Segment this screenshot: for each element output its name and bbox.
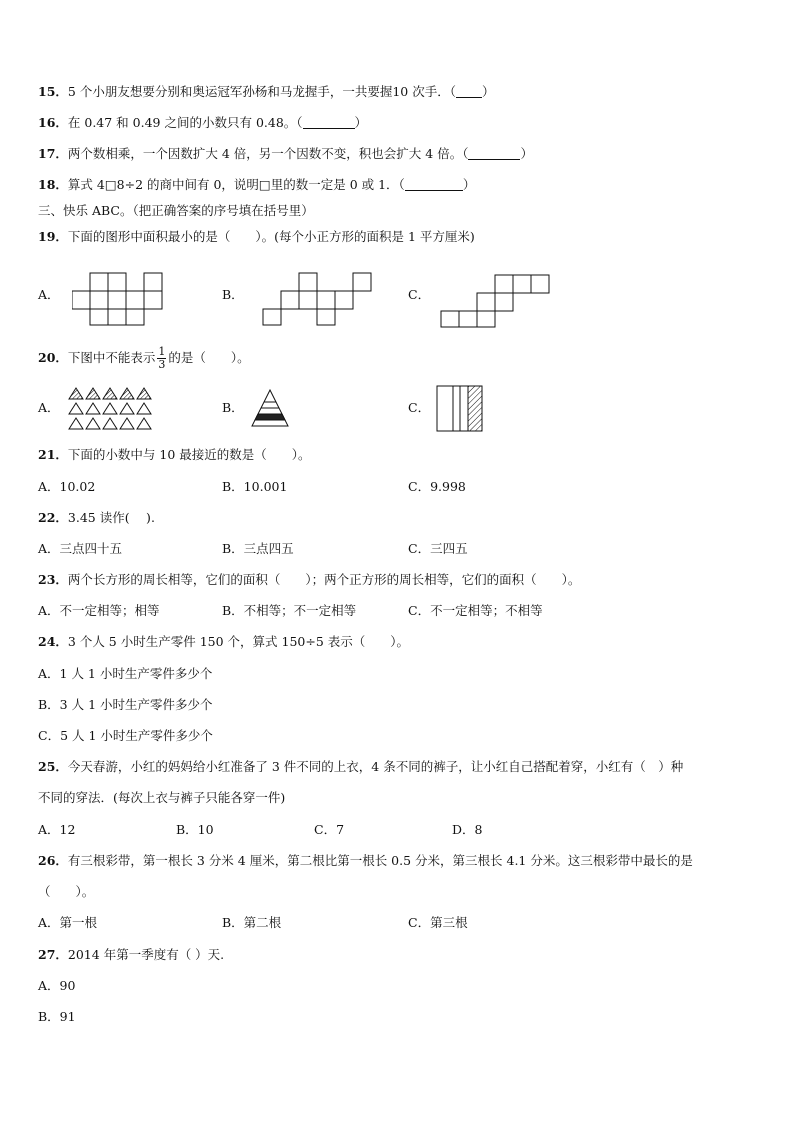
grid-figure-c <box>440 274 552 328</box>
question-24 <box>38 634 409 650</box>
question-number: 25． <box>38 759 68 774</box>
question-text: 2014 年第一季度有（ ）天. <box>67 947 225 962</box>
option-b[interactable]: B．10 <box>176 822 214 837</box>
question-number: 16． <box>38 115 68 130</box>
option-c[interactable]: C．5 人 1 小时生产零件多少个 <box>38 728 213 743</box>
layered-triangle-figure-b <box>250 388 290 428</box>
answer-blank[interactable] <box>303 116 355 129</box>
grid-figure-a <box>72 272 164 326</box>
question-text: 两个长方形的周长相等，它们的面积（ ）；两个正方形的周长相等，它们的面积（ ）。 <box>67 572 581 587</box>
question-23 <box>38 572 580 588</box>
question-20 <box>38 346 250 371</box>
option-b[interactable]: B．三点四五 <box>222 541 294 556</box>
question-text-end: 的是（ ）。 <box>168 350 250 365</box>
option-c-label[interactable]: C． <box>408 400 431 415</box>
answer-blank[interactable] <box>468 147 520 160</box>
question-25-line2: 不同的穿法．(每次上衣与裤子只能各穿一件) <box>38 790 286 805</box>
option-d[interactable]: D．8 <box>452 822 483 837</box>
question-21 <box>38 447 311 463</box>
grid-figure-b <box>262 272 374 326</box>
question-text: 两个数相乘，一个因数扩大 4 倍，另一个因数不变，积也会扩大 4 倍。（ <box>67 146 469 161</box>
option-a[interactable]: A．第一根 <box>38 915 98 930</box>
question-27 <box>38 947 224 963</box>
option-a-label[interactable]: A． <box>38 400 60 415</box>
question-text: 下面的小数中与 10 最接近的数是（ ）。 <box>67 447 311 462</box>
question-text: 5 个小朋友想要分别和奥运冠军孙杨和马龙握手，一共要握10 次手．（ <box>67 84 456 99</box>
option-a[interactable]: A．90 <box>38 978 76 993</box>
question-18: 18．算式 4□8÷2 的商中间有 0，说明□里的数一定是 0 或 1．（ ） <box>38 177 476 192</box>
option-a[interactable]: A．12 <box>38 822 76 837</box>
question-26-line2: （ ）。 <box>38 884 95 899</box>
question-number: 18． <box>38 177 68 192</box>
question-text: 在 0.47 和 0.49 之间的小数只有 0.48。（ <box>67 115 303 130</box>
answer-blank[interactable] <box>405 178 463 191</box>
option-c[interactable]: C．第三根 <box>408 915 468 930</box>
question-text: 下面的图形中面积最小的是（ ）。(每个小正方形的面积是 1 平方厘米) <box>67 229 475 244</box>
option-b[interactable]: B．第二根 <box>222 915 282 930</box>
question-17: 17．两个数相乘，一个因数扩大 4 倍，另一个因数不变，积也会扩大 4 倍。（ ） <box>38 146 533 161</box>
question-number: 15． <box>38 84 68 99</box>
option-a[interactable]: A．不一定相等；相等 <box>38 603 160 618</box>
question-number: 26． <box>38 853 68 868</box>
question-number: 27． <box>38 947 68 962</box>
question-text: 3.45 读作( ). <box>67 510 155 525</box>
answer-blank[interactable] <box>456 85 482 98</box>
option-c[interactable]: C．7 <box>314 822 345 837</box>
question-number: 23． <box>38 572 68 587</box>
question-25 <box>38 759 683 775</box>
option-b-label[interactable]: B． <box>222 400 244 415</box>
option-c[interactable]: C．三四五 <box>408 541 468 556</box>
option-b-label[interactable]: B． <box>222 287 244 302</box>
option-a[interactable]: A．1 人 1 小时生产零件多少个 <box>38 666 213 681</box>
option-c[interactable]: C．不一定相等；不相等 <box>408 603 543 618</box>
option-c[interactable]: C．9.998 <box>408 479 466 494</box>
question-26 <box>38 853 693 869</box>
question-number: 24． <box>38 634 68 649</box>
option-a-label[interactable]: A． <box>38 287 60 302</box>
question-15: 15．5 个小朋友想要分别和奥运冠军孙杨和马龙握手，一共要握10 次手．（ ） <box>38 84 495 99</box>
option-a[interactable]: A．三点四十五 <box>38 541 123 556</box>
question-number: 19． <box>38 229 68 244</box>
question-number: 20． <box>38 350 68 365</box>
option-b[interactable]: B．3 人 1 小时生产零件多少个 <box>38 697 213 712</box>
question-text: 3 个人 5 小时生产零件 150 个，算式 150÷5 表示（ ）。 <box>67 634 410 649</box>
fraction-one-third: $\frac{1}{3}$ <box>158 345 166 371</box>
option-c-label[interactable]: C． <box>408 287 431 302</box>
option-b[interactable]: B．不相等；不一定相等 <box>222 603 357 618</box>
question-number: 21． <box>38 447 68 462</box>
option-a[interactable]: A．10.02 <box>38 479 96 494</box>
question-text: 算式 4□8÷2 的商中间有 0，说明□里的数一定是 0 或 1．（ <box>67 177 405 192</box>
section-heading: 三、快乐 ABC。（把正确答案的序号填在括号里） <box>38 203 314 218</box>
question-16: 16．在 0.47 和 0.49 之间的小数只有 0.48。（ ） <box>38 115 368 130</box>
question-number: 22． <box>38 510 68 525</box>
question-text-line1: 今天春游，小红的妈妈给小红准备了 3 件不同的上衣，4 条不同的裤子，让小红自己搭配着穿，小红有（ ）种 <box>67 759 684 774</box>
question-22 <box>38 510 155 526</box>
question-number: 17． <box>38 146 68 161</box>
option-b[interactable]: B．91 <box>38 1009 76 1024</box>
option-b[interactable]: B．10.001 <box>222 479 288 494</box>
question-19 <box>38 229 475 245</box>
question-text-line1: 有三根彩带，第一根长 3 分米 4 厘米，第二根比第一根长 0.5 分米，第三根长 4.1 分米。这三根彩带中最长的是 <box>67 853 693 868</box>
rectangle-figure-c <box>436 385 484 433</box>
triangles-figure-a <box>68 386 156 432</box>
question-text: 下图中不能表示 <box>67 350 156 365</box>
